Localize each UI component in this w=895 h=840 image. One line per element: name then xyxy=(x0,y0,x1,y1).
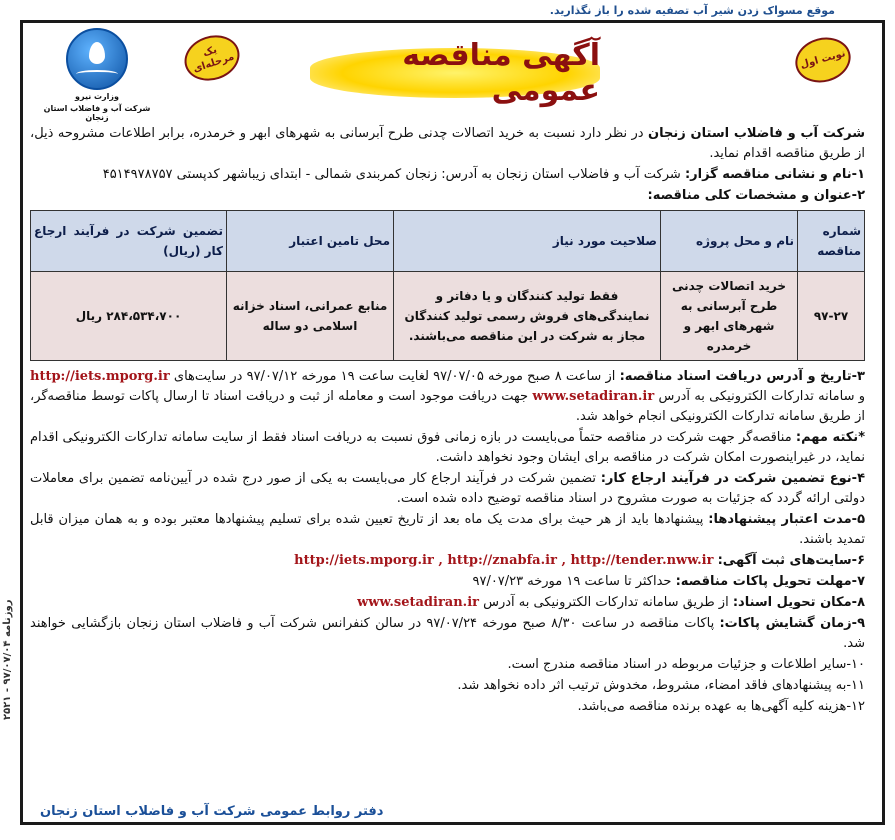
ad-sites-links[interactable]: http://iets.mporg.ir , http://znabfa.ir , http://tender.nww.ir xyxy=(294,553,714,568)
item-7 xyxy=(30,572,865,592)
table-row xyxy=(31,272,865,361)
logo-company: شرکت آب و فاضلاب استان زنجان xyxy=(43,103,151,123)
item-4 xyxy=(30,469,865,509)
table-cell: ۲۸۴،۵۳۴،۷۰۰ ریال xyxy=(31,272,227,361)
setadiran-link[interactable]: www.setadiran.ir xyxy=(532,389,655,404)
stage-badge: یک مرحله‌ای xyxy=(179,28,246,87)
ad-body xyxy=(30,124,865,718)
note-label: *نکته مهم: xyxy=(795,430,865,445)
table-header: محل تامین اعتبار xyxy=(227,211,394,272)
tender-table xyxy=(30,210,865,361)
item-8-label: ۸-مکان تحویل اسناد: xyxy=(732,595,865,610)
turn-badge: نوبت اول xyxy=(790,32,855,89)
table-cell: فقط تولید کنندگان و یا دفاتر و نمایندگی‌های فروش رسمی تولید کنندگان مجاز به شرکت در این مناقصه می‌باشند. xyxy=(394,272,661,361)
item-11: ۱۱-به پیشنهادهای فاقد امضاء، مشروط، مخدوش ترتیب اثر داده نخواهد شد. xyxy=(457,678,865,693)
item-8-text: از طریق سامانه تدارکات الکترونیکی به آدرس xyxy=(483,595,729,610)
item-3-label: ۳-تاریخ و آدرس دریافت اسناد مناقصه: xyxy=(619,369,865,384)
item-12: ۱۲-هزینه کلیه آگهی‌ها به عهده برنده مناقصه می‌باشد. xyxy=(577,699,865,714)
water-drop-icon xyxy=(66,28,128,90)
item-2 xyxy=(30,186,865,206)
item-7-label: ۷-مهلت تحویل پاکات مناقصه: xyxy=(675,574,865,589)
intro-company: شرکت آب و فاضلاب استان زنجان xyxy=(648,126,865,141)
table-header: صلاحیت مورد نیاز xyxy=(394,211,661,272)
table-header-row xyxy=(31,211,865,272)
item-2-label: ۲-عنوان و مشخصات کلی مناقصه: xyxy=(647,188,865,203)
title-banner xyxy=(310,38,600,108)
item-4-text: تضمین شرکت در فرآیند ارجاع کار می‌بایست به یکی از صور درج شده در آیین‌نامه تضمین برای معاملات دولتی ارائه گردد که جزئیات به صورت مشروح در اسناد مناقصه توضیح داده شده است. xyxy=(30,471,865,506)
footer-signature: دفتر روابط عمومی شرکت آب و فاضلاب استان زنجان xyxy=(40,804,384,819)
setadiran-link[interactable]: www.setadiran.ir xyxy=(357,595,479,610)
item-5 xyxy=(30,510,865,550)
intro-text: در نظر دارد نسبت به خرید اتصالات چدنی طرح آبرسانی به شهرهای ابهر و خرمدره، برابر اطلاعات مشروحه ذیل، از طریق مناقصه اقدام نماید. xyxy=(30,126,865,161)
item-1-label: ۱-نام و نشانی مناقصه گزار: xyxy=(684,167,865,182)
table-cell: منابع عمرانی، اسناد خزانه اسلامی دو ساله xyxy=(227,272,394,361)
item-9 xyxy=(30,614,865,654)
item-9-text: پاکات مناقصه در ساعت ۸/۳۰ صبح مورخه ۹۷/۰۷/۲۴ در سالن کنفرانس شرکت آب و فاضلاب استان زنجان بازگشایی خواهند شد. xyxy=(30,616,865,651)
item-3 xyxy=(30,367,865,427)
item-1 xyxy=(30,165,865,185)
important-note xyxy=(30,428,865,468)
item-3-text: و سامانه تدارکات الکترونیکی به آدرس xyxy=(658,389,866,404)
item-3-text: از ساعت ۸ صبح مورخه ۹۷/۰۷/۰۵ لغایت ساعت ۱۹ مورخه ۹۷/۰۷/۱۲ در سایت‌های xyxy=(173,369,616,384)
iets-link[interactable]: http://iets.mporg.ir xyxy=(30,369,170,384)
item-7-text: حداکثر تا ساعت ۱۹ مورخه ۹۷/۰۷/۲۳ xyxy=(472,574,672,589)
table-header: شماره مناقصه xyxy=(798,211,865,272)
table-cell: خرید اتصالات چدنی طرح آبرسانی به شهرهای ابهر و خرمدره xyxy=(661,272,798,361)
item-6 xyxy=(30,551,865,571)
page-title: آگهی مناقصه عمومی xyxy=(402,38,600,108)
table-header: نام و محل پروژه xyxy=(661,211,798,272)
table-header: تضمین شرکت در فرآیند ارجاع کار (ریال) xyxy=(31,211,227,272)
newspaper-side-label: روزنامه ۹۷/۰۷/۰۴ - ۲۵۲۱ xyxy=(2,600,13,721)
intro xyxy=(30,124,865,164)
logo-ministry: وزارت نیرو xyxy=(75,92,119,101)
item-6-label: ۶-سایت‌های ثبت آگهی: xyxy=(717,553,865,568)
item-5-label: ۵-مدت اعتبار پیشنهادها: xyxy=(708,512,865,527)
item-3-text: جهت دریافت موجود است و معامله از ثبت و دریافت اسناد تا ارسال پاکات توسط مناقصه‌گر، از طریق سامانه تدارکات الکترونیکی انجام خواهد شد. xyxy=(30,389,865,424)
item-8 xyxy=(30,593,865,613)
top-note: موقع مسواک زدن شیر آب تصفیه شده را باز نگذارید. xyxy=(549,4,835,17)
item-5-text: پیشنهادها باید از هر حیث برای مدت یک ماه بعد از تاریخ تعیین شده برای تسلیم پیشنهادها معتبر بوده و به همان میزان قابل تمدید باشند. xyxy=(30,512,865,547)
item-1-text: شرکت آب و فاضلاب استان زنجان به آدرس: زنجان کمربندی شمالی - ابتدای زیباشهر کدپستی ۴۵۱۴۹۷۸۷۵۷ xyxy=(102,167,681,182)
note-text: مناقصه‌گر جهت شرکت در مناقصه حتماً می‌بایست در بازه زمانی فوق نسبت به دریافت اسناد فقط از سایت سامانه تدارکات الکترونیکی اقدام نماید، در غیراینصورت امکان شرکت در مناقصه برای ایشان وجود نخواهد داشت. xyxy=(30,430,865,465)
table-cell: ۹۷-۲۷ xyxy=(798,272,865,361)
company-logo xyxy=(32,28,162,123)
item-9-label: ۹-زمان گشایش پاکات: xyxy=(719,616,866,631)
item-4-label: ۴-نوع تضمین شرکت در فرآیند ارجاع کار: xyxy=(600,471,865,486)
item-10: ۱۰-سایر اطلاعات و جزئیات مربوطه در اسناد مناقصه مندرج است. xyxy=(507,657,865,672)
